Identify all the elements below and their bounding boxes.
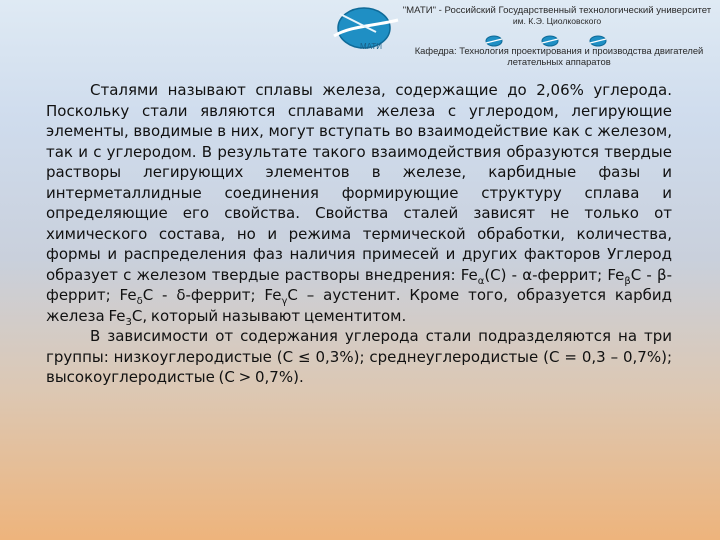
paragraph-1: [46, 80, 672, 326]
sub-beta: β: [624, 275, 631, 287]
p1-text-f: C, который называют цементитом.: [131, 306, 407, 325]
p1-text-e: C – аустенит. Кроме того, образуется карбид железа Fe: [46, 286, 673, 325]
p1-text-b: (C) - α-феррит; Fe: [484, 265, 625, 284]
department-header: [404, 46, 714, 67]
p1-text-d: C - δ-феррит; Fe: [142, 286, 282, 304]
paragraph-2: [46, 326, 672, 388]
logo-text: МАТИ: [360, 42, 383, 51]
department-line1: Кафедра: Технология проектирования и производства двигателей: [414, 45, 704, 56]
institution-header: [398, 5, 716, 27]
mati-logo-icon: [330, 6, 402, 52]
institution-line1: "МАТИ" - Российский Государственный технологический университет: [402, 5, 712, 16]
slide-body: [46, 80, 672, 388]
p2-text: В зависимости от содержания углерода стали подразделяются на три группы: низкоуглеродистые (С ≤ 0,3%); среднеуглеродистые (С = 0,3 – 0,7%); высокоуглеродистые (С > 0,7%).: [46, 327, 672, 386]
institution-line2: им. К.Э. Циолковского: [512, 16, 602, 26]
p1-text-c: C - β-феррит; Fe: [46, 265, 672, 304]
sub-3: 3: [125, 316, 132, 328]
term-steels: Сталями: [90, 81, 159, 99]
sub-gamma: γ: [281, 296, 288, 307]
p1-text-a: называют сплавы железа, содержащие до 2,06% углерода. Поскольку стали являются сплавами железа с углеродом, легирующие элементы, вводимые в них, могут вступать во взаимодействие как с железом, так и с углеродом. В результате такого взаимодействия образуются твердые растворы легирующих элементов в железе, карбидные фазы и интерметаллидные соединения формирующие структуру сплава и определяющие его свойства. Свойства сталей зависят не только от химического состава, но и режима термической обработки, количества, формы и распределения фаз наличия примесей и других факторов Углерод образует с железом твердые растворы внедрения: Fe: [46, 81, 672, 284]
department-line2: летательных аппаратов: [507, 55, 611, 67]
sub-alpha: α: [477, 275, 485, 287]
sub-delta: δ: [136, 296, 143, 307]
